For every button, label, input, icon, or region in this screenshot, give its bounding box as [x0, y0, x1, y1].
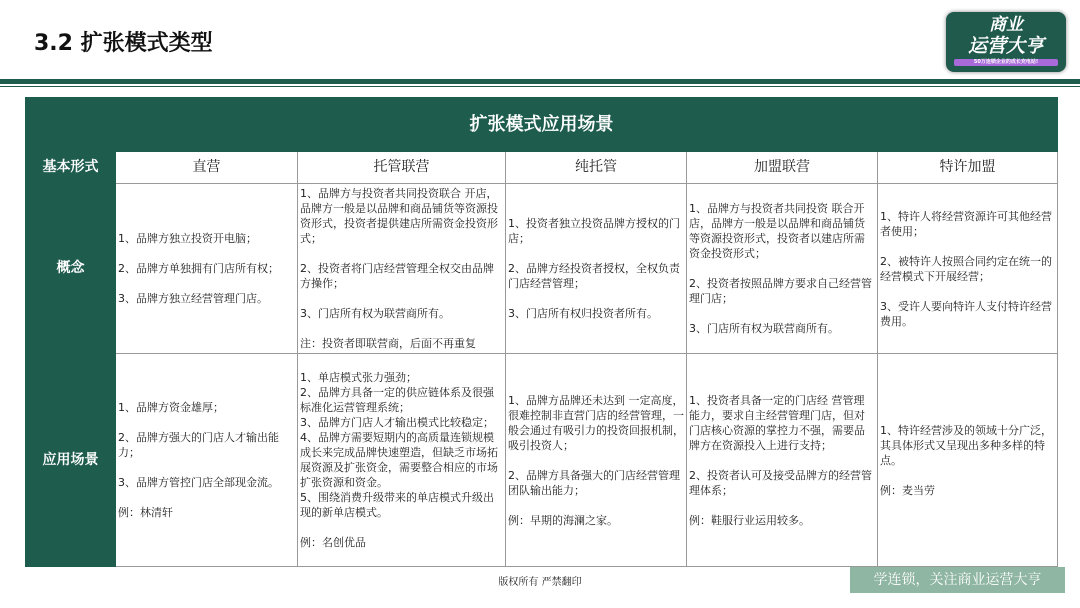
expansion-modes-table	[25, 97, 1058, 567]
header-basic-form: 基本形式	[26, 152, 116, 184]
logo-line1: 商业	[989, 15, 1023, 35]
table-cell: 1、品牌方品牌还未达到 一定高度，很难控制非直营门店的经营管理，一般会通过有吸引力的投资回报机制，吸引投资人； 2、品牌方具备强大的门店经营管理团队输出能力； 例：早期的海澜之家。	[506, 354, 687, 567]
table-cell: 1、品牌方独立投资开电脑； 2、品牌方单独拥有门店所有权； 3、品牌方独立经营管理门店。	[116, 184, 298, 354]
row-label-concept: 概念	[26, 184, 116, 354]
copyright-footer: 版权所有 严禁翻印	[498, 577, 582, 588]
slogan-banner: 学连锁，关注商业运营大亨	[850, 567, 1065, 593]
header-divider-thin	[0, 86, 1080, 87]
table-row	[26, 184, 1058, 354]
table-cell: 1、投资者独立投资品牌方授权的门店； 2、品牌方经投资者授权，全权负责门店经营管理； 3、门店所有权归投资者所有。	[506, 184, 687, 354]
table-cell: 1、投资者具备一定的门店经 营管理能力，要求自主经营管理门店，但对门店核心资源的掌控力不强，需要品牌方在资源投入上进行支持； 2、投资者认可及接受品牌方的经营管理体系； 例：鞋服行业运用较多。	[687, 354, 878, 567]
table-title: 扩张模式应用场景	[26, 98, 1058, 152]
header-divider	[0, 79, 1080, 84]
table-cell: 1、品牌方与投资者共同投资 联合开店，品牌方一般是以品牌和商品铺货等资源投资形式，投资者以建店所需资金投资形式； 2、投资者按照品牌方要求自己经营管理门店； 3、门店所有权为联营商所有。	[687, 184, 878, 354]
table-cell: 1、单店模式张力强劲； 2、品牌方具备一定的供应链体系及很强标准化运营管理系统； 3、品牌方门店人才输出模式比较稳定； 4、品牌方需要短期内的高质量连锁规模成长来完成品牌快速塑造，但缺乏市场拓展资源及扩张资金，需要整合相应的市场扩张资源和资金。 5、围绕消费升级带来的单店模式升级出现的新单店模式。 例：名创优品	[298, 354, 506, 567]
header-pure-managed: 纯托管	[506, 152, 687, 184]
table-row	[26, 354, 1058, 567]
table-cell: 1、特许经营涉及的领域十分广泛，其具体形式又呈现出多种多样的特点。 例：麦当劳	[878, 354, 1058, 567]
brand-logo	[946, 12, 1066, 72]
header-managed-joint: 托管联营	[298, 152, 506, 184]
table-cell: 1、品牌方与投资者共同投资联合 开店，品牌方一般是以品牌和商品铺货等资源投资形式，投资者提供建店所需资金投资形式； 2、投资者将门店经营管理全权交由品牌方操作； 3、门店所有权为联营商所有。 注：投资者即联营商，后面不再重复	[298, 184, 506, 354]
row-label-scenario: 应用场景	[26, 354, 116, 567]
table-cell: 1、品牌方资金雄厚； 2、品牌方强大的门店人才输出能力； 3、品牌方管控门店全部现金流。 例：林清轩	[116, 354, 298, 567]
page-title: 3.2 扩张模式类型	[34, 31, 213, 56]
header-direct: 直营	[116, 152, 298, 184]
logo-line2: 运营大亨	[967, 35, 1044, 57]
logo-tagline: 50万连锁企业的成长充电站!	[954, 59, 1058, 66]
table-cell: 1、特许人将经营资源许可其他经营者使用； 2、被特许人按照合同约定在统一的经营模式下开展经营； 3、受许人要向特许人支付特许经营费用。	[878, 184, 1058, 354]
header-licensed-franchise: 特许加盟	[878, 152, 1058, 184]
header-franchise-joint: 加盟联营	[687, 152, 878, 184]
